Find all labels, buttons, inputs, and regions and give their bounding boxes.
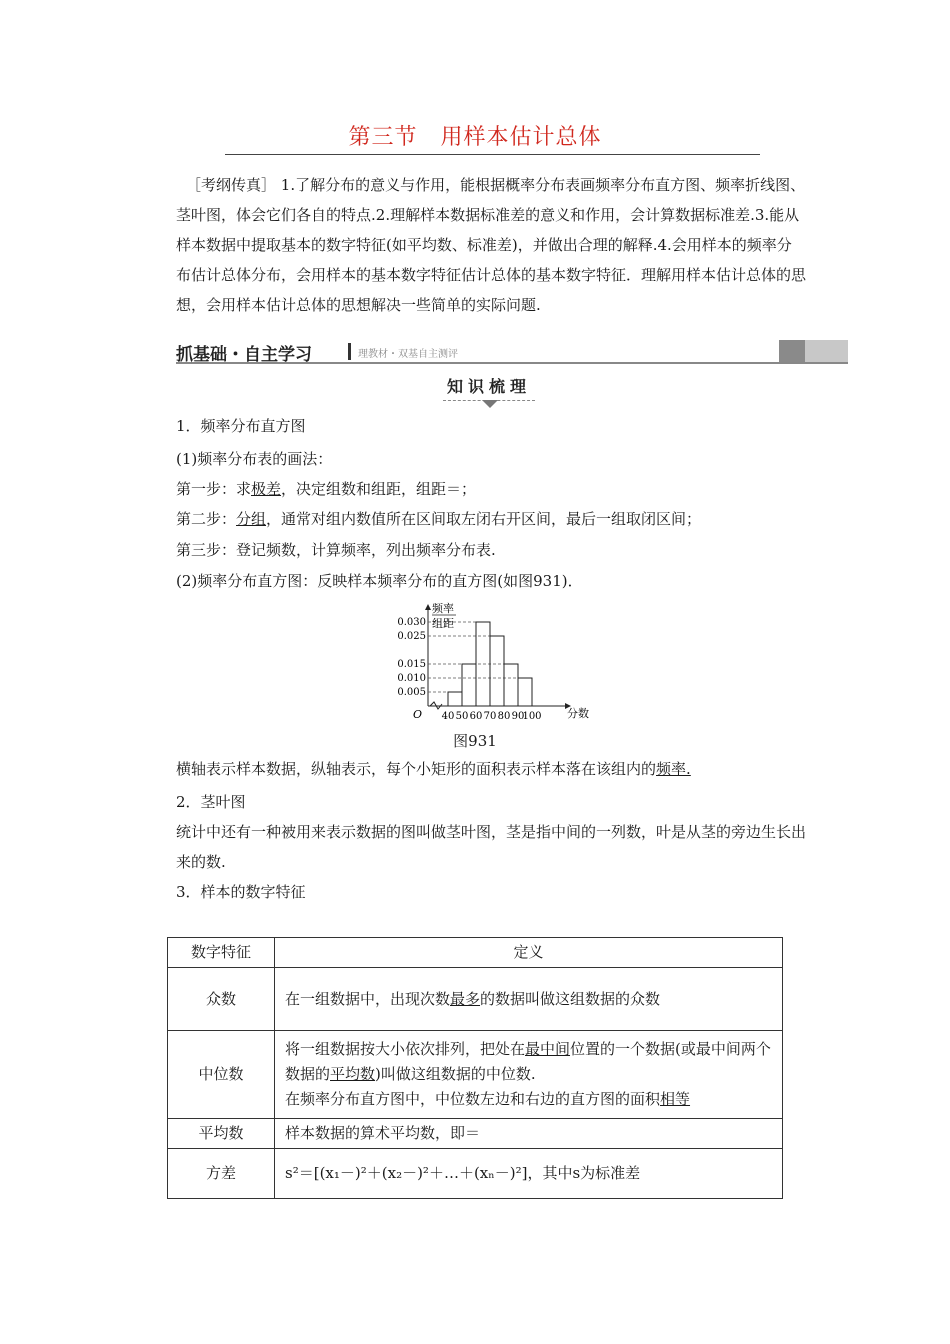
x-tick-label: 60 — [469, 711, 483, 722]
table-row — [168, 938, 783, 968]
syllabus-label: ［考纲传真］ — [186, 176, 277, 194]
y-tick-label: 0.010 — [397, 673, 426, 684]
mode-def — [275, 968, 783, 1031]
histogram-bar — [518, 678, 532, 706]
knowledge-heading: 知识梳理 — [443, 374, 535, 401]
step-1-term: 极差 — [251, 480, 282, 498]
step-1-c: ，决定组数和组距，组距＝； — [281, 480, 477, 498]
table-row — [168, 968, 783, 1031]
x-tick-label: 50 — [455, 711, 469, 722]
s1-after-a: 横轴表示样本数据，纵轴表示，每个小矩形的面积表示样本落在该组内的 — [176, 760, 657, 778]
x-tick-label: 100 — [522, 711, 542, 722]
s1-after — [176, 759, 691, 779]
x-tick-label: 90 — [511, 711, 525, 722]
median-def-term2: 平均数 — [330, 1065, 376, 1083]
y-tick-label: 0.005 — [397, 687, 426, 698]
median-name: 中位数 — [168, 1031, 275, 1119]
x-tick-label: 40 — [441, 711, 455, 722]
page-title: 第三节 用样本估计总体 — [348, 125, 602, 150]
table-row — [168, 1149, 783, 1199]
median-def-c: 位置的一个数据(或最中间两个数据的 — [285, 1040, 771, 1083]
syllabus-text: 1.了解分布的意义与作用，能根据概率分布表画频率分布直方图、频率折线图、茎叶图，体会它们各自的特点.2.理解样本数据标准差的意义和作用，会计算数据标准差.3.能从样本数据中提取基本的数字特征(如平均数、标准差)，并做出合理的解释.4.会用样本的频率分布估计总体分布，会用样本的基本数字特征估计总体的基本数字特征．理解用样本估计总体的思想，会用样本估计总体的思想解决一些简单的实际问题. — [176, 176, 807, 314]
step-1-a: 第一步：求 — [176, 480, 252, 498]
x-axis-label: 分数 — [567, 707, 589, 720]
s2-heading: 2．茎叶图 — [176, 793, 246, 811]
s1-p1: (1)频率分布表的画法： — [176, 450, 333, 468]
section-banner — [176, 340, 848, 364]
median-def-e: )叫做这组数据的中位数. — [375, 1065, 536, 1083]
syllabus-intro — [176, 170, 806, 320]
step-2 — [176, 509, 701, 529]
step-1 — [176, 479, 476, 499]
step-2-a: 第二步： — [176, 510, 237, 528]
banner-divider — [348, 343, 351, 360]
s1-heading: 1．频率分布直方图 — [176, 417, 306, 435]
histogram-bar — [462, 664, 476, 706]
s1-p2: (2)频率分布直方图：反映样本频率分布的直方图(如图931)． — [176, 572, 583, 590]
banner-subtitle: 理教材・双基自主测评 — [358, 349, 458, 360]
y-axis-arrow — [425, 604, 431, 610]
variance-name: 方差 — [168, 1149, 275, 1199]
histogram-bar — [504, 664, 518, 706]
y-tick-label: 0.025 — [397, 631, 426, 642]
table-row — [168, 1031, 783, 1119]
histogram-bar — [448, 692, 462, 706]
y-tick-label: 0.030 — [397, 617, 426, 628]
s1-after-term: 频率. — [656, 760, 691, 778]
y-axis-label-top: 频率 — [432, 602, 454, 615]
table-header-feature: 数字特征 — [168, 938, 275, 968]
table-row — [168, 1119, 783, 1149]
triangle-down-icon — [482, 400, 498, 408]
x-tick-label: 70 — [483, 711, 497, 722]
median-def-term1: 最中间 — [525, 1040, 571, 1058]
banner-block-light — [805, 340, 848, 362]
median-def-a: 将一组数据按大小依次排列，把处在 — [285, 1040, 526, 1058]
x-tick-label: 80 — [497, 711, 511, 722]
median-def-f: 在频率分布直方图中，中位数左边和右边的直方图的面积 — [285, 1090, 661, 1108]
variance-def: s²＝[(x₁－)²＋(x₂－)²＋…＋(xₙ－)²]，其中s为标准差 — [275, 1149, 783, 1199]
median-def — [275, 1031, 783, 1119]
mode-def-a: 在一组数据中，出现次数 — [285, 989, 451, 1008]
mode-name: 众数 — [168, 968, 275, 1031]
step-2-term: 分组 — [236, 510, 267, 528]
frequency-histogram — [390, 602, 610, 726]
step-2-c: ，通常对组内数值所在区间取左闭右开区间，最后一组取闭区间； — [266, 510, 702, 528]
s3-heading: 3．样本的数字特征 — [176, 883, 306, 901]
banner-title: 抓基础・自主学习 — [176, 345, 312, 365]
y-axis-label-bottom: 组距 — [432, 617, 454, 630]
figure-caption: 图931 — [453, 732, 497, 750]
histogram-bar — [490, 636, 504, 706]
mean-def: 样本数据的算术平均数，即＝ — [275, 1119, 783, 1149]
mode-def-term: 最多 — [450, 989, 481, 1008]
step-3: 第三步：登记频数，计算频率，列出频率分布表. — [176, 541, 496, 559]
y-tick-label: 0.015 — [397, 659, 426, 670]
median-def-term3: 相等 — [660, 1090, 691, 1108]
title-rule — [225, 154, 760, 155]
origin-label: O — [412, 708, 422, 721]
mean-name: 平均数 — [168, 1119, 275, 1149]
feature-table — [167, 937, 783, 1199]
mode-def-c: 的数据叫做这组数据的众数 — [480, 989, 661, 1008]
table-header-def: 定义 — [275, 938, 783, 968]
s2-text: 统计中还有一种被用来表示数据的图叫做茎叶图，茎是指中间的一列数，叶是从茎的旁边生长出来的数. — [176, 823, 807, 871]
banner-block-dark — [779, 340, 805, 362]
